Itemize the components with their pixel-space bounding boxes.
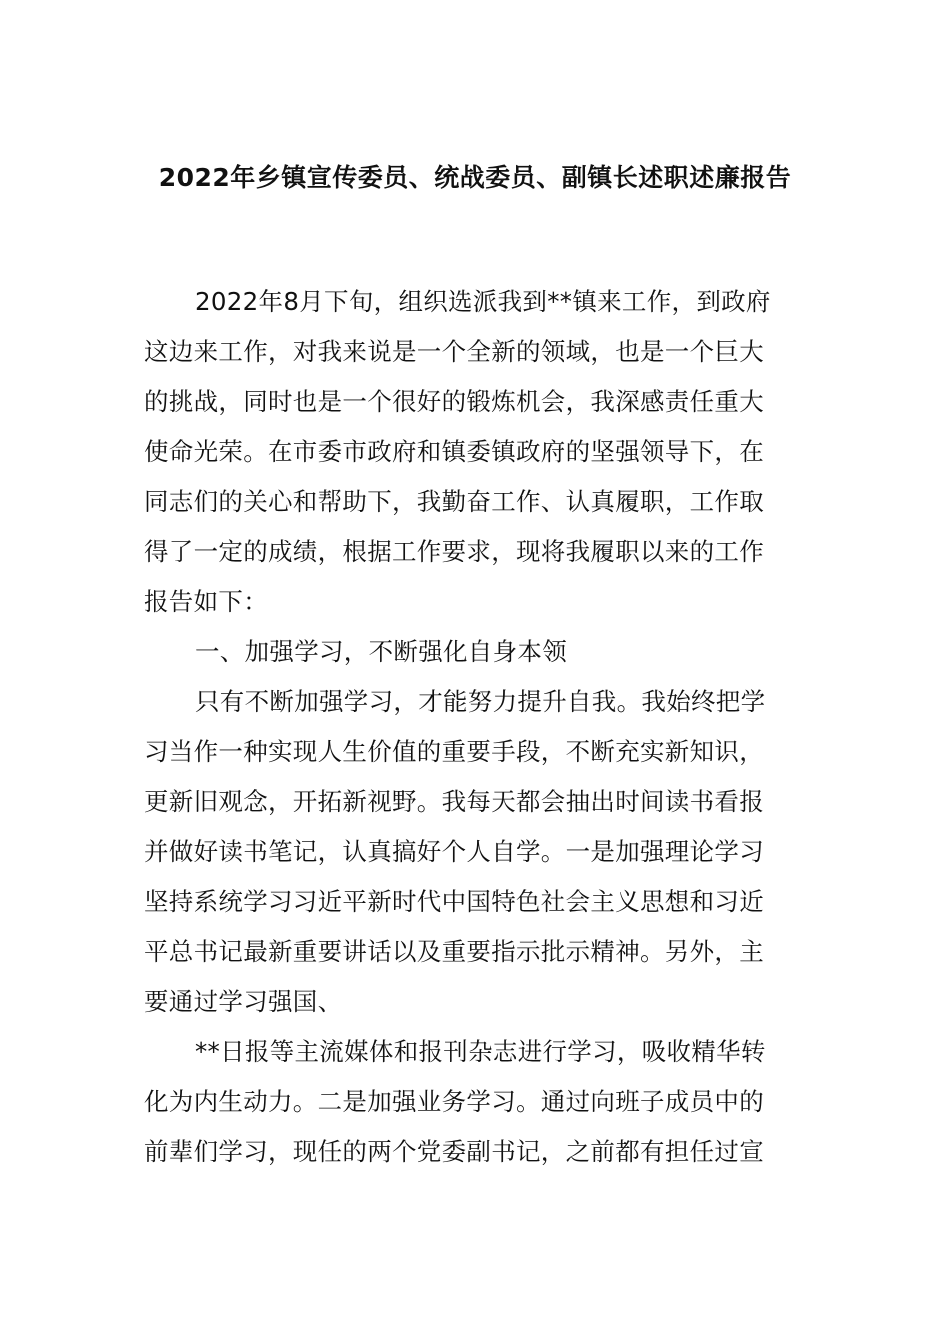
- paragraph-line: 化为内生动力。二是加强业务学习。通过向班子成员中的: [144, 1087, 764, 1116]
- section-heading: 一、加强学习，不断强化自身本领: [195, 637, 567, 666]
- document-body: [144, 277, 808, 1177]
- paragraph-line: 使命光荣。在市委市政府和镇委镇政府的坚强领导下，在: [144, 437, 764, 466]
- paragraph-line: 只有不断加强学习，才能努力提升自我。我始终把学: [195, 687, 766, 716]
- paragraph-line: 并做好读书笔记，认真搞好个人自学。一是加强理论学习: [144, 837, 764, 866]
- paragraph-line: 2022年8月下旬，组织选派我到**镇来工作，到政府: [195, 287, 771, 316]
- paragraph-line: 平总书记最新重要讲话以及重要指示批示精神。另外，主: [144, 937, 764, 966]
- paragraph-line: 报告如下：: [144, 587, 268, 616]
- document-title: 2022年乡镇宣传委员、统战委员、副镇长述职述廉报告: [158, 163, 792, 192]
- paragraph-line: 这边来工作，对我来说是一个全新的领域，也是一个巨大: [144, 337, 764, 366]
- paragraph-line: 坚持系统学习习近平新时代中国特色社会主义思想和习近: [144, 887, 764, 916]
- paragraph-line: 同志们的关心和帮助下，我勤奋工作、认真履职，工作取: [144, 487, 764, 516]
- paragraph-line: 更新旧观念，开拓新视野。我每天都会抽出时间读书看报: [144, 787, 764, 816]
- paragraph-line: 习当作一种实现人生价值的重要手段，不断充实新知识，: [144, 737, 764, 766]
- paragraph-line: 要通过学习强国、: [144, 987, 343, 1016]
- paragraph-line: 的挑战，同时也是一个很好的锻炼机会，我深感责任重大: [144, 387, 764, 416]
- paragraph-line: **日报等主流媒体和报刊杂志进行学习，吸收精华转: [195, 1037, 766, 1066]
- paragraph-line: 前辈们学习，现任的两个党委副书记，之前都有担任过宣: [144, 1137, 764, 1166]
- paragraph-line: 得了一定的成绩，根据工作要求，现将我履职以来的工作: [144, 537, 764, 566]
